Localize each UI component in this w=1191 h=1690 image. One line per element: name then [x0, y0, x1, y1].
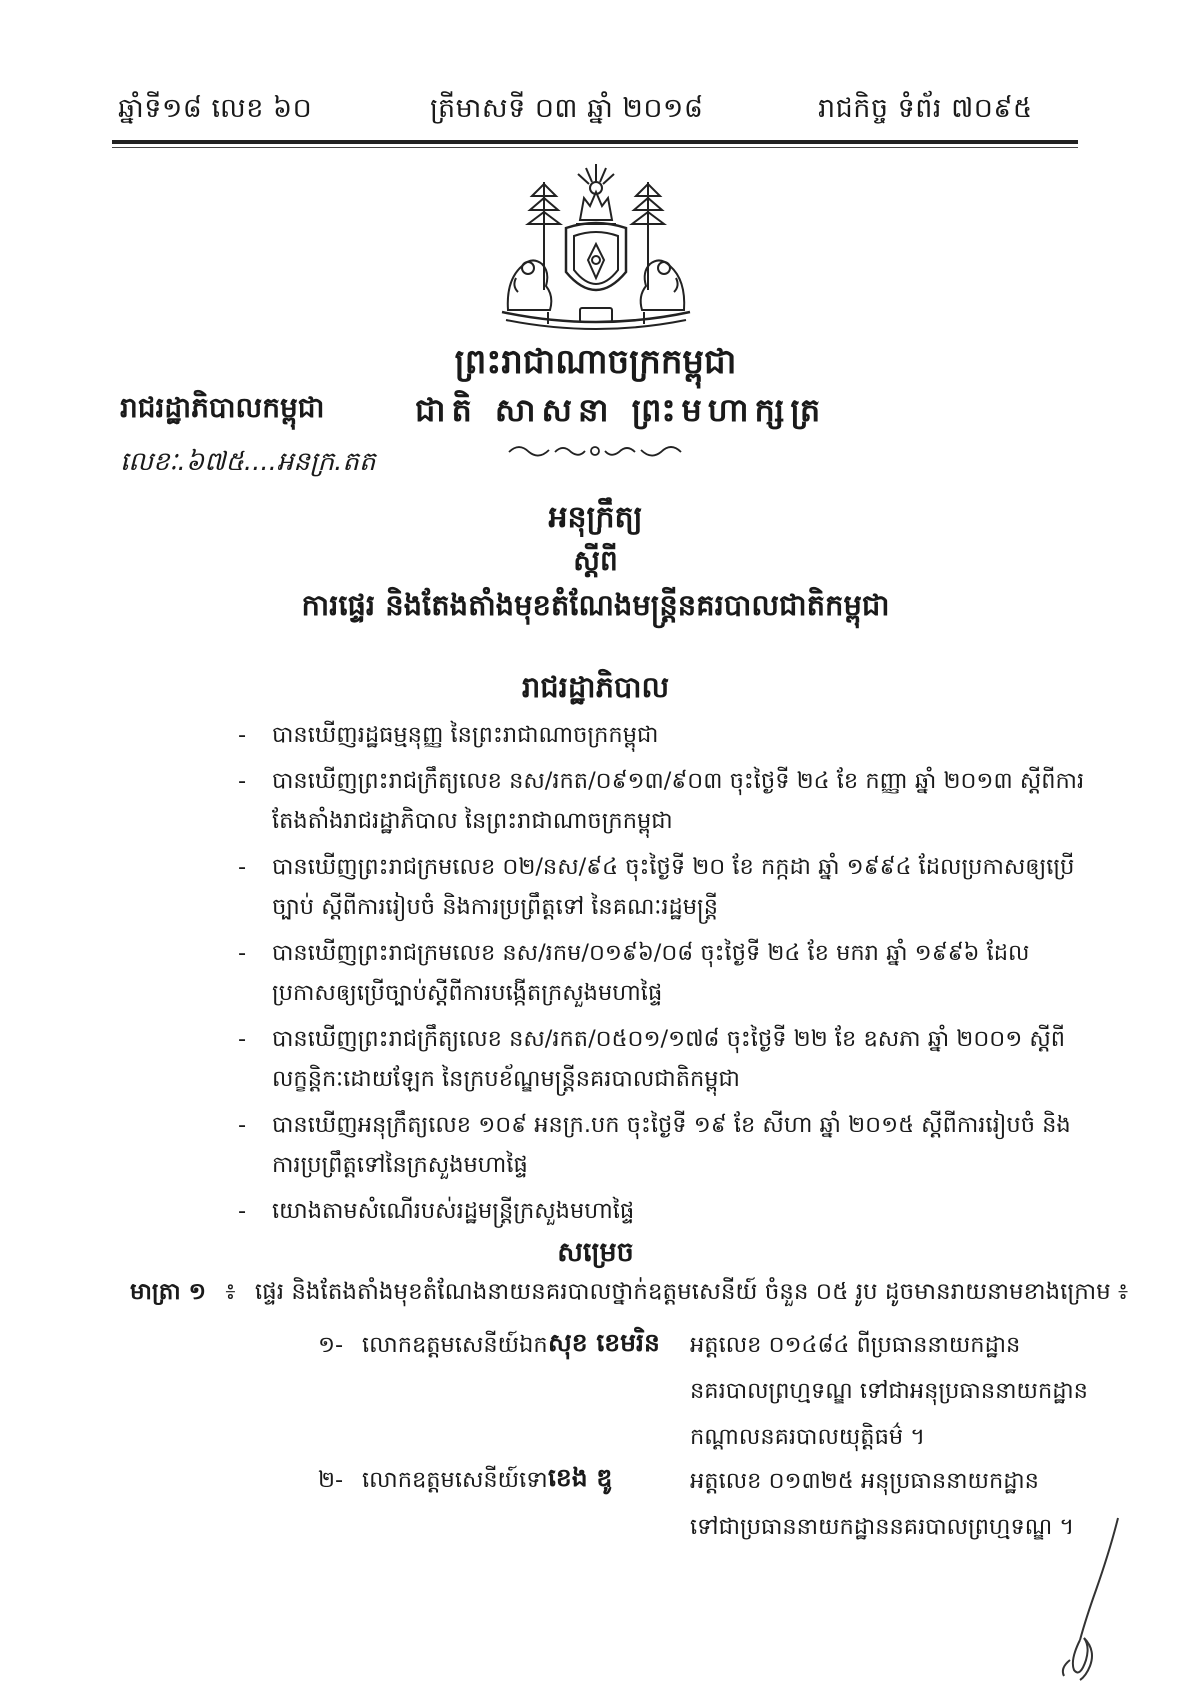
- gazette-quarter: ត្រីមាសទី ០៣ ឆ្នាំ ២០១៨: [430, 93, 704, 124]
- handwritten-signature-icon: [1040, 1510, 1130, 1690]
- list-dash: -: [238, 854, 247, 880]
- section-title-government: រាជរដ្ឋាភិបាល: [521, 670, 670, 704]
- list-dash: -: [238, 1198, 247, 1224]
- list-item-text: បានឃើញព្រះរាជក្រឹត្យលេខ នស/រកត/០៩១៣/៩០៣ ចុះថ្ងៃទី ២៤ ខែ កញ្ញា ឆ្នាំ ២០១៣ ស្តីពីការតែងតាំងរាជរដ្ឋាភិបាល នៃព្រះរាជាណាចក្រកម្ពុជា: [272, 768, 1085, 834]
- list-item-text: បានឃើញរដ្ឋធម្មនុញ្ញ នៃព្រះរាជាណាចក្រកម្ពុជា: [272, 722, 659, 748]
- list-item: [238, 1019, 1086, 1099]
- appointment-1-description: អត្តលេខ ០១៤៨៤ ពីប្រធាននាយកដ្ឋាននគរបាលព្រហ្មទណ្ឌ ទៅជាអនុប្រធាននាយកដ្ឋានកណ្តាលនគរបាលយុត្តិធម៌ ។: [690, 1332, 1088, 1450]
- list-item: [238, 847, 1086, 927]
- issuing-government: រាជរដ្ឋាភិបាលកម្ពុជា: [120, 391, 325, 424]
- gazette-year-number: ឆ្នាំទី១៨ លេខ ៦០: [118, 93, 313, 124]
- article-1: [130, 1278, 1128, 1311]
- document-type-title: អនុក្រឹត្យ: [548, 500, 643, 535]
- appointment-1-rank: លោកឧត្តមសេនីយ៍ឯក: [362, 1332, 548, 1358]
- list-item-text: យោងតាមសំណើរបស់រដ្ឋមន្ត្រីក្រសួងមហាផ្ទៃ: [272, 1198, 635, 1224]
- appointment-1-name: សុខ ខេមរិន: [548, 1328, 660, 1357]
- list-item-text: បានឃើញអនុក្រឹត្យលេខ ១០៩ អនក្រ.បក ចុះថ្ងៃទី ១៩ ខែ សីហា ឆ្នាំ ២០១៥ ស្តីពីការរៀបចំ និងការប្រព្រឹត្តទៅនៃក្រសួងមហាផ្ទៃ: [272, 1112, 1071, 1178]
- header-rule-thin: [112, 147, 1078, 148]
- list-item: [238, 1191, 1086, 1231]
- considerations-list: [238, 715, 1086, 1237]
- appointment-2-description: អត្តលេខ ០១៣២៥ អនុប្រធាននាយកដ្ឋាន ទៅជាប្រធាននាយកដ្ឋាននគរបាលព្រហ្មទណ្ឌ ។: [690, 1468, 1075, 1540]
- list-item: [238, 715, 1086, 755]
- gazette-page-number: រាជកិច្ច ទំព័រ ៧០៩៥: [818, 93, 1033, 124]
- list-item-text: បានឃើញព្រះរាជក្រឹត្យលេខ នស/រកត/០៥០១/១៧៨ ចុះថ្ងៃទី ២២ ខែ ឧសភា ឆ្នាំ ២០០១ ស្តីពីលក្ខន្តិកៈដោយឡែក នៃក្របខ័ណ្ឌមន្ត្រីនគរបាលជាតិកម្ពុជា: [272, 1026, 1066, 1092]
- header-rule: [112, 140, 1078, 144]
- decision-title: សម្រេច: [557, 1237, 634, 1268]
- list-item: [238, 933, 1086, 1013]
- appointment-2-name: ខេង ឌូ: [548, 1463, 613, 1492]
- document-number: លេខៈ.៦៧៥....អនក្រ.តត: [120, 447, 376, 477]
- document-subject: ការផ្ទេរ និងតែងតាំងមុខតំណែងមន្ត្រីនគរបាលជាតិកម្ពុជា: [301, 588, 890, 622]
- list-dash: -: [238, 1112, 247, 1138]
- list-dash: -: [238, 768, 247, 794]
- list-item: [238, 761, 1086, 841]
- list-dash: -: [238, 1026, 247, 1052]
- list-dash: -: [238, 722, 247, 748]
- appointment-2-index: ២-: [318, 1467, 344, 1493]
- appointment-2-rank: លោកឧត្តមសេនីយ៍ទោ: [362, 1467, 548, 1493]
- article-1-text: ផ្ទេរ និងតែងតាំងមុខតំណែងនាយនគរបាលថ្នាក់ឧត្តមសេនីយ៍ ចំនួន ០៥ រូប ដូចមានរាយនាមខាងក្រោម ៖: [254, 1279, 1129, 1305]
- kingdom-title: ព្រះរាជាណាចក្រកម្ពុជា: [454, 342, 737, 382]
- ornament-divider-icon: [505, 440, 685, 462]
- list-item: [238, 1105, 1086, 1185]
- royal-coat-of-arms-icon: [488, 160, 704, 336]
- list-item-text: បានឃើញព្រះរាជក្រមលេខ ០២/នស/៩៤ ចុះថ្ងៃទី ២០ ខែ កក្កដា ឆ្នាំ ១៩៩៤ ដែលប្រកាសឲ្យប្រើច្បាប់ ស្តីពីការរៀបចំ និងការប្រព្រឹត្តទៅ នៃគណៈរដ្ឋមន្ត្រី: [272, 854, 1075, 920]
- article-1-separator: ៖: [225, 1279, 236, 1305]
- list-item-text: បានឃើញព្រះរាជក្រមលេខ នស/រកម/០១៩៦/០៨ ចុះថ្ងៃទី ២៤ ខែ មករា ឆ្នាំ ១៩៩៦ ដែលប្រកាសឲ្យប្រើច្បាប់ស្តីពីការបង្កើតក្រសួងមហាផ្ទៃ: [272, 940, 1030, 1006]
- appointment-1-index: ១-: [318, 1332, 344, 1358]
- list-dash: -: [238, 940, 247, 966]
- article-1-label: មាត្រា ១: [130, 1279, 207, 1305]
- national-motto: ជាតិ សាសនា ព្រះមហាក្សត្រ: [415, 391, 827, 429]
- document-subject-connector: ស្តីពី: [573, 544, 618, 577]
